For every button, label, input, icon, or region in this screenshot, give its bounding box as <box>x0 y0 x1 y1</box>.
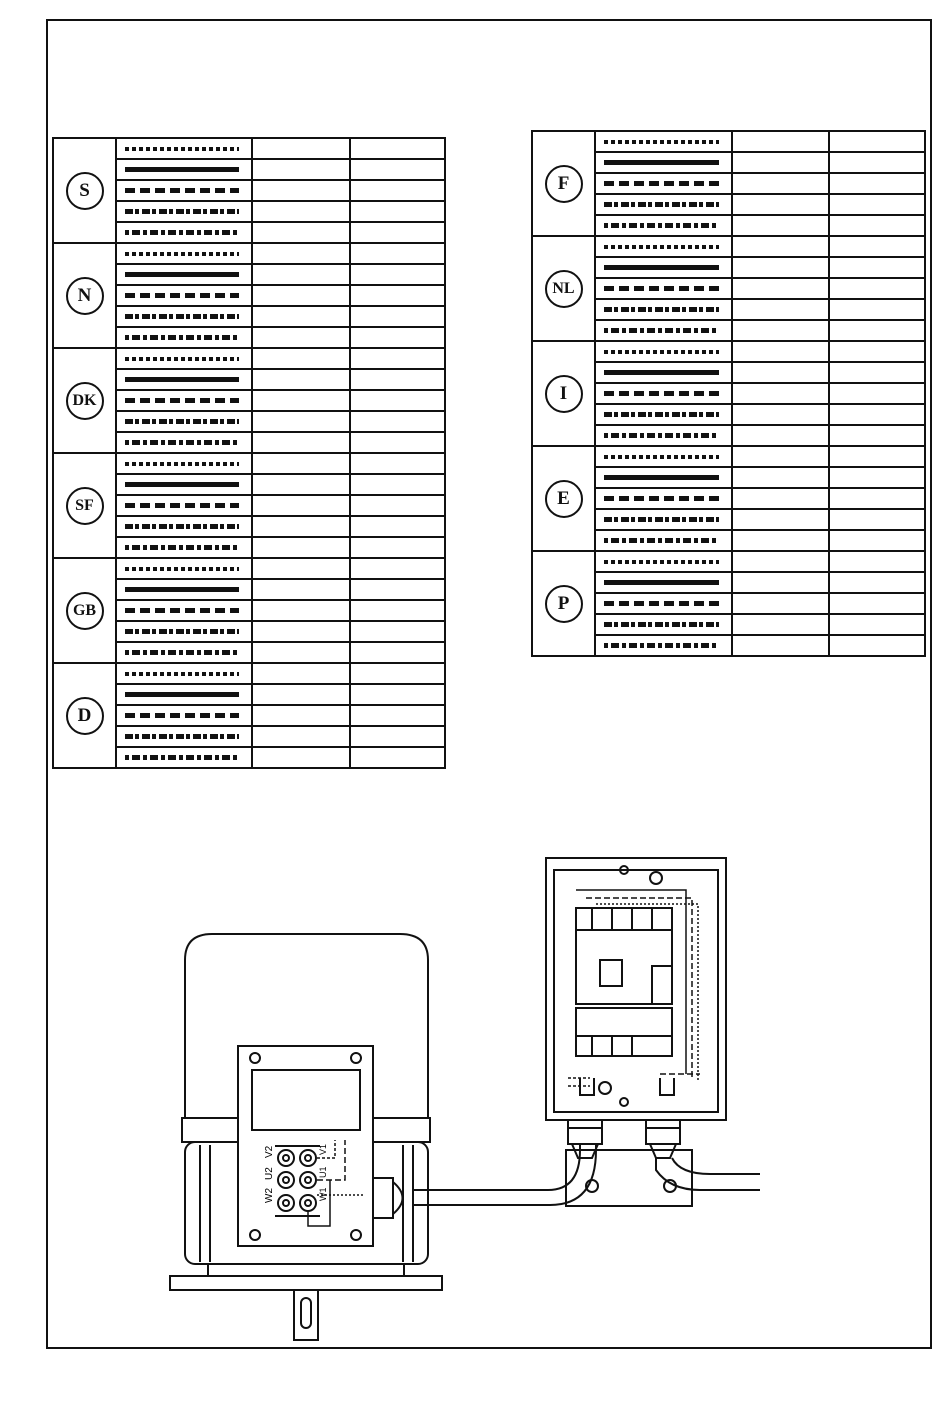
color-entry-cell <box>252 579 350 600</box>
color-entry-cell <box>252 390 350 411</box>
country-code-badge: D <box>66 697 104 735</box>
dash-double-dot-line-sample <box>604 328 719 333</box>
line-style-cell <box>595 236 732 257</box>
country-code-cell <box>53 348 116 453</box>
color-entry-cell <box>732 635 829 656</box>
color-entry-cell <box>732 425 829 446</box>
color-entry-cell <box>252 726 350 747</box>
line-style-cell <box>595 362 732 383</box>
color-entry-cell <box>252 537 350 558</box>
color-entry-cell <box>732 362 829 383</box>
solid-line-sample <box>604 160 719 165</box>
color-entry-cell <box>252 747 350 768</box>
dotted-line-sample <box>125 462 239 466</box>
color-entry-cell <box>732 236 829 257</box>
line-style-cell <box>116 432 252 453</box>
wire-row <box>532 446 925 467</box>
wire-color-table-left <box>52 137 446 769</box>
label-u1: U1 <box>318 1166 328 1178</box>
line-style-cell <box>116 537 252 558</box>
line-style-cell <box>595 509 732 530</box>
dashed-line-sample <box>125 188 239 193</box>
color-entry-cell <box>350 201 445 222</box>
color-entry-cell <box>829 215 925 236</box>
motor-flange <box>170 1276 442 1290</box>
country-code-cell <box>53 558 116 663</box>
motor-wiring-diagram <box>160 850 780 1350</box>
color-entry-cell <box>252 432 350 453</box>
color-entry-cell <box>350 747 445 768</box>
dashed-line-sample <box>125 503 239 508</box>
line-style-cell <box>116 201 252 222</box>
motor-cable <box>413 1112 580 1190</box>
solid-line-sample <box>125 377 239 382</box>
solid-line-sample <box>125 167 239 172</box>
color-entry-cell <box>252 705 350 726</box>
color-entry-cell <box>350 243 445 264</box>
solid-line-sample <box>125 587 239 592</box>
color-entry-cell <box>732 257 829 278</box>
color-entry-cell <box>252 600 350 621</box>
dash-dot-line-sample <box>604 622 719 627</box>
color-entry-cell <box>350 369 445 390</box>
line-style-cell <box>595 383 732 404</box>
line-style-cell <box>595 614 732 635</box>
color-entry-cell <box>829 194 925 215</box>
dash-double-dot-line-sample <box>125 545 239 550</box>
line-style-cell <box>116 747 252 768</box>
color-entry-cell <box>252 453 350 474</box>
dotted-line-sample <box>604 140 719 144</box>
line-style-cell <box>595 404 732 425</box>
color-entry-cell <box>350 327 445 348</box>
color-entry-cell <box>350 348 445 369</box>
country-code-badge: SF <box>66 487 104 525</box>
solid-line-sample <box>604 265 719 270</box>
line-style-cell <box>595 320 732 341</box>
line-style-cell <box>116 705 252 726</box>
color-entry-cell <box>732 404 829 425</box>
solid-line-sample <box>125 482 239 487</box>
line-style-cell <box>595 299 732 320</box>
line-style-cell <box>595 257 732 278</box>
color-entry-cell <box>252 621 350 642</box>
line-style-cell <box>595 194 732 215</box>
dashed-line-sample <box>125 713 239 718</box>
line-style-cell <box>116 285 252 306</box>
color-entry-cell <box>350 159 445 180</box>
dotted-line-sample <box>604 350 719 354</box>
line-style-cell <box>595 467 732 488</box>
color-entry-cell <box>252 138 350 159</box>
color-entry-cell <box>732 152 829 173</box>
country-code-cell <box>532 341 595 446</box>
color-entry-cell <box>252 306 350 327</box>
color-entry-cell <box>829 572 925 593</box>
dashed-line-sample <box>604 286 719 291</box>
line-style-cell <box>116 138 252 159</box>
color-entry-cell <box>732 572 829 593</box>
line-style-cell <box>116 390 252 411</box>
color-entry-cell <box>829 362 925 383</box>
color-entry-cell <box>732 488 829 509</box>
dashed-line-sample <box>604 496 719 501</box>
dotted-line-sample <box>604 245 719 249</box>
color-entry-cell <box>350 453 445 474</box>
country-code-badge: E <box>545 480 583 518</box>
dash-dot-line-sample <box>125 419 239 424</box>
color-entry-cell <box>350 663 445 684</box>
color-entry-cell <box>829 257 925 278</box>
dotted-line-sample <box>125 567 239 571</box>
color-entry-cell <box>732 446 829 467</box>
color-entry-cell <box>350 621 445 642</box>
wire-row <box>53 453 445 474</box>
wire-row <box>53 138 445 159</box>
wire-row <box>53 348 445 369</box>
label-w1: W1 <box>318 1187 328 1201</box>
country-code-cell <box>532 551 595 656</box>
line-style-cell <box>116 243 252 264</box>
color-entry-cell <box>829 467 925 488</box>
color-entry-cell <box>350 558 445 579</box>
color-entry-cell <box>252 222 350 243</box>
line-style-cell <box>595 530 732 551</box>
dash-dot-line-sample <box>125 629 239 634</box>
line-style-cell <box>116 453 252 474</box>
label-u2: U2 <box>264 1167 275 1180</box>
line-style-cell <box>595 488 732 509</box>
country-code-badge: DK <box>66 382 104 420</box>
color-entry-cell <box>350 390 445 411</box>
dash-double-dot-line-sample <box>125 650 239 655</box>
solid-line-sample <box>604 475 719 480</box>
color-entry-cell <box>350 495 445 516</box>
line-style-cell <box>116 495 252 516</box>
line-style-cell <box>116 474 252 495</box>
color-entry-cell <box>350 642 445 663</box>
dash-double-dot-line-sample <box>125 230 239 235</box>
dash-dot-line-sample <box>125 209 239 214</box>
color-entry-cell <box>829 635 925 656</box>
color-entry-cell <box>252 642 350 663</box>
color-entry-cell <box>350 537 445 558</box>
wire-row <box>532 341 925 362</box>
color-entry-cell <box>252 558 350 579</box>
dotted-line-sample <box>604 455 719 459</box>
color-entry-cell <box>252 180 350 201</box>
dotted-line-sample <box>604 560 719 564</box>
color-entry-cell <box>252 411 350 432</box>
dashed-line-sample <box>604 391 719 396</box>
wire-row <box>53 243 445 264</box>
line-style-cell <box>116 180 252 201</box>
country-code-cell <box>53 243 116 348</box>
wire-row <box>532 236 925 257</box>
line-style-cell <box>595 572 732 593</box>
dash-dot-line-sample <box>125 734 239 739</box>
dash-double-dot-line-sample <box>125 335 239 340</box>
color-entry-cell <box>252 516 350 537</box>
country-code-badge: N <box>66 277 104 315</box>
color-entry-cell <box>350 264 445 285</box>
color-entry-cell <box>732 593 829 614</box>
country-code-cell <box>532 236 595 341</box>
color-entry-cell <box>732 614 829 635</box>
line-style-cell <box>116 600 252 621</box>
color-entry-cell <box>252 684 350 705</box>
color-entry-cell <box>732 530 829 551</box>
color-entry-cell <box>829 593 925 614</box>
wire-row <box>53 663 445 684</box>
dash-dot-line-sample <box>604 307 719 312</box>
color-entry-cell <box>350 516 445 537</box>
country-code-cell <box>532 131 595 236</box>
color-entry-cell <box>252 243 350 264</box>
solid-line-sample <box>604 580 719 585</box>
color-entry-cell <box>829 236 925 257</box>
line-style-cell <box>116 369 252 390</box>
country-code-badge: NL <box>545 270 583 308</box>
color-entry-cell <box>732 551 829 572</box>
label-v2: V2 <box>264 1145 275 1158</box>
solid-line-sample <box>125 692 239 697</box>
color-entry-cell <box>732 509 829 530</box>
color-entry-cell <box>252 369 350 390</box>
dash-dot-line-sample <box>125 524 239 529</box>
dash-double-dot-line-sample <box>125 440 239 445</box>
line-style-cell <box>116 558 252 579</box>
dash-double-dot-line-sample <box>604 643 719 648</box>
wire-row <box>53 558 445 579</box>
color-entry-cell <box>350 306 445 327</box>
color-entry-cell <box>252 285 350 306</box>
color-entry-cell <box>829 425 925 446</box>
color-entry-cell <box>829 530 925 551</box>
color-entry-cell <box>252 663 350 684</box>
color-entry-cell <box>829 152 925 173</box>
country-code-cell <box>53 138 116 243</box>
dash-dot-line-sample <box>604 517 719 522</box>
color-entry-cell <box>732 278 829 299</box>
color-entry-cell <box>829 383 925 404</box>
line-style-cell <box>595 173 732 194</box>
color-entry-cell <box>829 488 925 509</box>
country-code-badge: F <box>545 165 583 203</box>
line-style-cell <box>595 131 732 152</box>
dash-double-dot-line-sample <box>604 223 719 228</box>
country-code-badge: S <box>66 172 104 210</box>
line-style-cell <box>116 579 252 600</box>
color-entry-cell <box>252 264 350 285</box>
color-entry-cell <box>350 684 445 705</box>
color-entry-cell <box>732 383 829 404</box>
line-style-cell <box>595 551 732 572</box>
color-entry-cell <box>829 173 925 194</box>
dotted-line-sample <box>125 357 239 361</box>
color-entry-cell <box>829 320 925 341</box>
color-entry-cell <box>350 705 445 726</box>
color-entry-cell <box>829 614 925 635</box>
color-entry-cell <box>732 194 829 215</box>
line-style-cell <box>595 278 732 299</box>
country-code-cell <box>53 453 116 558</box>
line-style-cell <box>595 635 732 656</box>
solid-line-sample <box>604 370 719 375</box>
color-entry-cell <box>732 215 829 236</box>
dashed-line-sample <box>125 608 239 613</box>
line-style-cell <box>116 306 252 327</box>
line-style-cell <box>116 726 252 747</box>
label-w2: W2 <box>264 1188 275 1203</box>
color-entry-cell <box>829 341 925 362</box>
line-style-cell <box>116 348 252 369</box>
color-entry-cell <box>829 509 925 530</box>
color-entry-cell <box>732 299 829 320</box>
color-entry-cell <box>732 341 829 362</box>
color-entry-cell <box>350 474 445 495</box>
line-style-cell <box>595 425 732 446</box>
dash-double-dot-line-sample <box>125 755 239 760</box>
line-style-cell <box>595 341 732 362</box>
switch-gland-right <box>646 1120 680 1144</box>
wire-row <box>532 551 925 572</box>
country-code-badge: I <box>545 375 583 413</box>
line-style-cell <box>595 446 732 467</box>
dash-double-dot-line-sample <box>604 538 719 543</box>
dashed-line-sample <box>125 398 239 403</box>
color-entry-cell <box>829 446 925 467</box>
dash-double-dot-line-sample <box>604 433 719 438</box>
line-style-cell <box>116 684 252 705</box>
label-v1: V1 <box>318 1143 328 1155</box>
line-style-cell <box>595 593 732 614</box>
dash-dot-line-sample <box>604 202 719 207</box>
color-entry-cell <box>252 201 350 222</box>
color-entry-cell <box>350 432 445 453</box>
country-code-badge: GB <box>66 592 104 630</box>
country-code-badge: P <box>545 585 583 623</box>
line-style-cell <box>595 152 732 173</box>
line-style-cell <box>116 516 252 537</box>
line-style-cell <box>116 222 252 243</box>
color-entry-cell <box>829 551 925 572</box>
color-entry-cell <box>252 159 350 180</box>
switch-gland-left <box>568 1120 602 1144</box>
color-entry-cell <box>829 131 925 152</box>
country-code-cell <box>532 446 595 551</box>
color-entry-cell <box>350 180 445 201</box>
dash-dot-line-sample <box>604 412 719 417</box>
line-style-cell <box>595 215 732 236</box>
color-entry-cell <box>350 411 445 432</box>
color-entry-cell <box>252 327 350 348</box>
color-entry-cell <box>829 299 925 320</box>
line-style-cell <box>116 642 252 663</box>
wire-row <box>532 131 925 152</box>
color-entry-cell <box>350 285 445 306</box>
dash-dot-line-sample <box>125 314 239 319</box>
color-entry-cell <box>252 495 350 516</box>
dashed-line-sample <box>604 601 719 606</box>
color-entry-cell <box>829 278 925 299</box>
wire-color-table-right <box>531 130 926 657</box>
solid-line-sample <box>125 272 239 277</box>
dashed-line-sample <box>604 181 719 186</box>
dashed-line-sample <box>125 293 239 298</box>
line-style-cell <box>116 663 252 684</box>
color-entry-cell <box>350 222 445 243</box>
line-style-cell <box>116 159 252 180</box>
color-entry-cell <box>829 404 925 425</box>
line-style-cell <box>116 327 252 348</box>
color-entry-cell <box>732 131 829 152</box>
motor-cable-gland <box>373 1178 393 1218</box>
color-entry-cell <box>350 726 445 747</box>
color-entry-cell <box>732 467 829 488</box>
color-entry-cell <box>732 173 829 194</box>
line-style-cell <box>116 411 252 432</box>
dotted-line-sample <box>125 252 239 256</box>
dotted-line-sample <box>125 672 239 676</box>
country-code-cell <box>53 663 116 768</box>
color-entry-cell <box>350 138 445 159</box>
line-style-cell <box>116 621 252 642</box>
color-entry-cell <box>350 600 445 621</box>
line-style-cell <box>116 264 252 285</box>
color-entry-cell <box>732 320 829 341</box>
color-entry-cell <box>252 474 350 495</box>
dotted-line-sample <box>125 147 239 151</box>
color-entry-cell <box>350 579 445 600</box>
color-entry-cell <box>252 348 350 369</box>
